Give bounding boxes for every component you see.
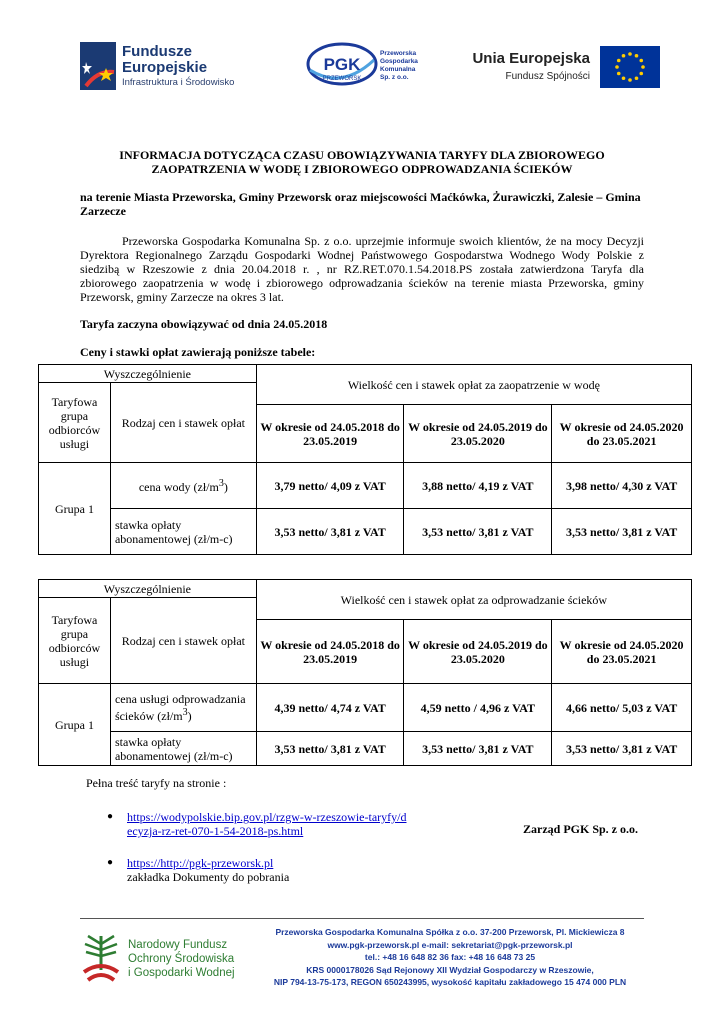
fe-line1: Fundusze bbox=[122, 43, 192, 60]
eu-star-icon bbox=[617, 72, 621, 76]
price-cell: 4,59 netto / 4,96 z VAT bbox=[404, 684, 552, 732]
kind-text: cena usługi odprowadzania ścieków (zł/m bbox=[114, 692, 246, 723]
pgk-text bbox=[380, 50, 418, 82]
price-cell: 3,79 netto/ 4,09 z VAT bbox=[256, 463, 404, 509]
period-1: W okresie od 24.05.2018 do 23.05.2019 bbox=[256, 620, 404, 684]
downloads-note: zakładka Dokumenty do pobrania bbox=[127, 870, 290, 884]
title-line2: ZAOPATRZENIA W WODĘ I ZBIOROWEGO ODPROWADZANIA ŚCIEKÓW bbox=[151, 162, 573, 176]
price-cell: 3,53 netto/ 3,81 z VAT bbox=[552, 509, 692, 555]
kind-text: cena wody (zł/m bbox=[138, 480, 219, 494]
prices-intro: Ceny i stawki opłat zawierają poniższe tabele: bbox=[80, 345, 316, 359]
kind-sup: 3 bbox=[182, 707, 188, 718]
nf-line3: i Gospodarki Wodnej bbox=[128, 967, 235, 979]
nf-line1: Narodowy Fundusz bbox=[128, 939, 228, 951]
eu-star-icon bbox=[639, 59, 643, 63]
group-cell: Grupa 1 bbox=[39, 463, 111, 555]
pgk-website-link[interactable]: https://http://pgk-przeworsk.pl bbox=[127, 856, 274, 870]
price-cell: 3,53 netto/ 3,81 z VAT bbox=[256, 509, 404, 555]
bullet-icon: ● bbox=[107, 811, 114, 822]
period-2: W okresie od 24.05.2019 do 23.05.2020 bbox=[404, 405, 552, 463]
footer-line1: Przeworska Gospodarka Komunalna Spółka z o.o. 37-200 Przeworsk, Pl. Mickiewicza 8 bbox=[275, 927, 625, 937]
amount-header: Wielkość cen i stawek opłat za odprowadzanie ścieków bbox=[256, 580, 691, 620]
group-cell: Grupa 1 bbox=[39, 684, 111, 766]
sewage-tariff-table bbox=[38, 579, 692, 766]
eu-star-icon bbox=[639, 72, 643, 76]
start-date: Taryfa zaczyna obowiązywać od dnia 24.05.2018 bbox=[80, 317, 328, 331]
pgk-line2: Gospodarka bbox=[380, 58, 418, 65]
price-cell: 3,53 netto/ 3,81 z VAT bbox=[256, 732, 404, 766]
pgk-mark-text: PGK bbox=[323, 55, 361, 74]
eu-flag-icon bbox=[600, 46, 660, 88]
eu-star-icon bbox=[641, 65, 645, 69]
kind-end: ) bbox=[187, 709, 192, 723]
eu-star-icon bbox=[622, 54, 626, 58]
fundusze-europejskie-logo bbox=[80, 40, 270, 100]
fe-star-icon bbox=[80, 42, 116, 90]
price-cell: 3,53 netto/ 3,81 z VAT bbox=[404, 509, 552, 555]
period-2: W okresie od 24.05.2019 do 23.05.2020 bbox=[404, 620, 552, 684]
full-text-label: Pełna treść taryfy na stronie : bbox=[86, 776, 227, 790]
price-cell: 3,53 netto/ 3,81 z VAT bbox=[552, 732, 692, 766]
pgk-line4: Sp. z o.o. bbox=[380, 74, 409, 81]
fe-line3: Infrastruktura i Środowisko bbox=[122, 77, 235, 88]
group-header: Taryfowa grupa odbiorców usługi bbox=[39, 598, 111, 684]
spec-header: Wyszczególnienie bbox=[39, 580, 257, 598]
bullet-icon: ● bbox=[107, 857, 114, 868]
period-3: W okresie od 24.05.2020 do 23.05.2021 bbox=[552, 405, 692, 463]
unia-europejska-logo bbox=[472, 44, 660, 100]
ue-line1: Unia Europejska bbox=[472, 50, 590, 67]
footer-line4: KRS 0000178026 Sąd Rejonowy XII Wydział Gospodarczy w Rzeszowie, bbox=[306, 964, 594, 975]
price-cell: 4,39 netto/ 4,74 z VAT bbox=[256, 684, 404, 732]
kind-header: Rodzaj cen i stawek opłat bbox=[110, 598, 256, 684]
period-1: W okresie od 24.05.2018 do 23.05.2019 bbox=[256, 405, 404, 463]
pgk-line1: Przeworska bbox=[380, 50, 417, 57]
price-cell: 3,98 netto/ 4,30 z VAT bbox=[552, 463, 692, 509]
eu-star-icon bbox=[628, 78, 632, 82]
title-line1: INFORMACJA DOTYCZĄCA CZASU OBOWIĄZYWANIA TARYFY DLA ZBIOROWEGO bbox=[119, 148, 605, 162]
pgk-mark-icon bbox=[306, 40, 378, 92]
kind-header: Rodzaj cen i stawek opłat bbox=[110, 383, 256, 463]
footer-line5: NIP 794-13-75-173, REGON 650243995, wysokość kapitału zakładowego 15 474 000 PLN bbox=[273, 977, 627, 987]
board-signature: Zarząd PGK Sp. z o.o. bbox=[523, 822, 639, 836]
period-3: W okresie od 24.05.2020 do 23.05.2021 bbox=[552, 620, 692, 684]
eu-star-icon bbox=[628, 52, 632, 56]
nf-line2: Ochrony Środowiska bbox=[128, 953, 235, 965]
row-kind bbox=[110, 684, 256, 732]
ue-text bbox=[472, 50, 590, 82]
kind-end: ) bbox=[223, 480, 228, 494]
group-header: Taryfowa grupa odbiorców usługi bbox=[39, 383, 111, 463]
footer-line2: www.pgk-przeworsk.pl e-mail: sekretariat@pgk-przeworsk.pl bbox=[327, 939, 573, 950]
eu-star-icon bbox=[622, 76, 626, 80]
ue-line2: Fundusz Spójności bbox=[505, 71, 590, 82]
eu-star-icon bbox=[635, 54, 639, 58]
document-title bbox=[80, 148, 644, 176]
price-cell: 4,66 netto/ 5,03 z VAT bbox=[552, 684, 692, 732]
spec-header: Wyszczególnienie bbox=[39, 365, 257, 383]
info-paragraph: Przeworska Gospodarka Komunalna Sp. z o.o. uprzejmie informuje swoich klientów, że na mocy Decyzji Dyrektora Regionalnego Zarządu Gospodarki Wodnej Państwowego Gospodarstwa Wodnego Wody Polskie z siedzibą w Rzeszowie z dnia 20.04.2018 r. , nr RZ.RET.070.1.54.2018.PS została zatwierdzona Taryfa dla zbiorowego zaopatrzenia w wodę i zbiorowego odprowadzania ścieków na terenie miasta Przeworska, gminy Przeworsk, gminy Zarzecze na okres 3 lat. bbox=[80, 234, 644, 304]
eu-star-icon bbox=[617, 59, 621, 63]
area-description: na terenie Miasta Przeworska, Gminy Przeworsk oraz miejscowości Maćkówka, Żurawiczki, Zalesie – Gmina Zarzecze bbox=[80, 190, 641, 218]
row-kind: stawka opłaty abonamentowej (zł/m-c) bbox=[110, 509, 256, 555]
nfosigw-logo bbox=[80, 930, 240, 990]
header-logos bbox=[80, 40, 660, 110]
row-kind: stawka opłaty abonamentowej (zł/m-c) bbox=[110, 732, 256, 766]
pgk-sub-text: PRZEWORSK bbox=[322, 76, 362, 82]
nfosigw-tree-icon bbox=[80, 930, 122, 986]
amount-header: Wielkość cen i stawek opłat za zaopatrzenie w wodę bbox=[256, 365, 691, 405]
price-cell: 3,53 netto/ 3,81 z VAT bbox=[404, 732, 552, 766]
nfosigw-text bbox=[128, 938, 235, 980]
pgk-line3: Komunalna bbox=[380, 66, 416, 73]
pgk-logo bbox=[306, 40, 446, 100]
water-tariff-table bbox=[38, 364, 692, 555]
price-cell: 3,88 netto/ 4,19 z VAT bbox=[404, 463, 552, 509]
footer-divider bbox=[80, 918, 644, 919]
footer-line3: tel.: +48 16 648 82 36 fax: +48 16 648 73 25 bbox=[364, 952, 536, 962]
eu-star-icon bbox=[615, 65, 619, 69]
eu-star-icon bbox=[635, 76, 639, 80]
footer-contact bbox=[250, 926, 650, 989]
fe-line2: Europejskie bbox=[122, 59, 208, 76]
tariff-decision-link[interactable]: https://wodypolskie.bip.gov.pl/rzgw-w-rzeszowie-taryfy/decyzja-rz-ret-070-1-54-2018-ps.html bbox=[127, 810, 407, 838]
fe-text bbox=[122, 44, 234, 90]
row-kind bbox=[110, 463, 256, 509]
kind-sup: 3 bbox=[218, 478, 224, 489]
